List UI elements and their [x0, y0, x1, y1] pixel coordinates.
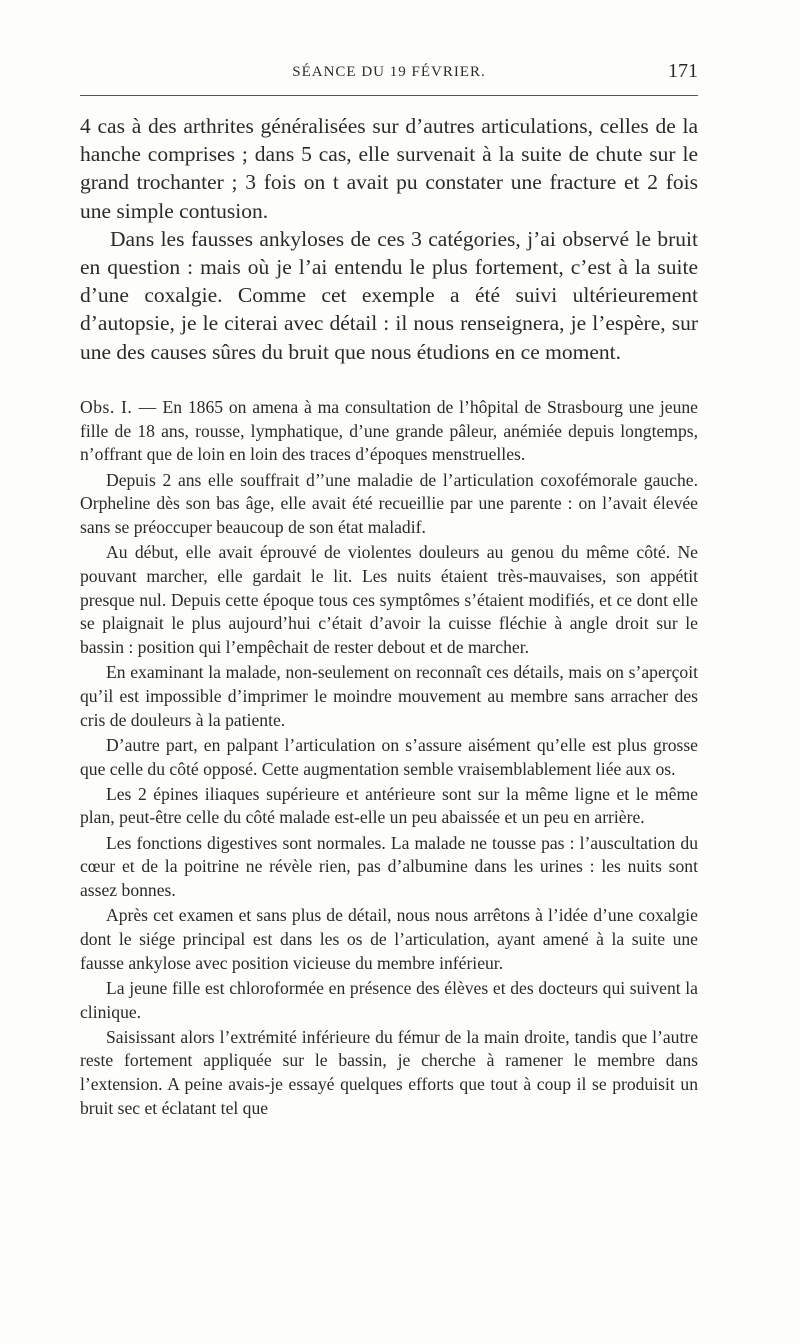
- page-header: [80, 58, 698, 86]
- observation-paragraph-10: Saisissant alors l’extrémité inférieure du fémur de la main droite, tandis que l’autre reste fortement appliquée sur le bassin, je cherche à ramener le membre dans l’extension. A peine avais-je essayé quelques efforts que tout à coup il se produisit un bruit sec et éclatant tel que: [80, 1026, 698, 1118]
- observation-paragraph-2: Depuis 2 ans elle souffrait d’’une maladie de l’articulation coxofémorale gauche. Orpheline dès son bas âge, elle avait été recueillie par une parente : on l’avait élevée sans se préoccuper beaucoup de son état maladif.: [80, 469, 698, 538]
- observation-paragraph-8: Après cet examen et sans plus de détail, nous nous arrêtons à l’idée d’une coxalgie dont le siége principal est dans les os de l’articulation, ayant amené à la suite une fausse ankylose avec position vicieuse du membre inférieur.: [80, 905, 698, 973]
- observation-paragraph-1: [80, 396, 698, 467]
- observation-label: Obs. I. —: [80, 397, 157, 417]
- observation-paragraph-7: Les fonctions digestives sont normales. La malade ne tousse pas : l’auscultation du cœur et de la poitrine ne révèle rien, pas d’albumine dans les urines : les nuits sont assez bonnes.: [80, 832, 698, 901]
- observation-paragraph-1-text: En 1865 on amena à ma consultation de l’hôpital de Strasbourg une jeune fille de 18 ans, rousse, lymphatique, d’une grande pâleur, anémiée depuis longtemps, n’offrant que de loin en loin des traces d’époques menstruelles.: [80, 397, 698, 465]
- observation-paragraph-6: Les 2 épines iliaques supérieure et antérieure sont sur la même ligne et le même plan, peut-être celle du côté malade est-elle un peu abaissée et un peu en arrière.: [80, 783, 698, 828]
- observation-paragraph-9: La jeune fille est chloroformée en présence des élèves et des docteurs qui suivent la clinique.: [80, 977, 698, 1022]
- running-title: SÉANCE DU 19 FÉVRIER.: [292, 64, 486, 80]
- main-text: [80, 112, 698, 366]
- page-number: 171: [668, 60, 698, 82]
- observation-paragraph-3: Au début, elle avait éprouvé de violentes douleurs au genou du même côté. Ne pouvant marcher, elle gardait le lit. Les nuits étaient très-mauvaises, son appétit presque nul. Depuis cette époque tous ces symptômes s’étaient modifiés, et ce dont elle se plaignait le plus aujourd’hui c’était d’avoir la cuisse fléchie à angle droit sur le bassin : position qui l’empêchait de rester debout et de marcher.: [80, 542, 698, 658]
- observation-paragraph-5: D’autre part, en palpant l’articulation on s’assure aisément qu’elle est plus grosse que celle du côté opposé. Cette augmentation semble vraisemblablement liée aux os.: [80, 734, 698, 779]
- observation-section: [80, 396, 698, 1122]
- header-rule: [80, 95, 698, 96]
- main-paragraph-2: Dans les fausses ankyloses de ces 3 catégories, j’ai observé le bruit en question : mais où je l’ai entendu le plus fortement, c’est à la suite d’une coxalgie. Comme cet exemple a été suivi ultérieurement d’autopsie, je le citerai avec détail : il nous renseignera, je l’espère, sur une des causes sûres du bruit que nous étudions en ce moment.: [80, 226, 698, 364]
- observation-paragraph-4: En examinant la malade, non-seulement on reconnaît ces détails, mais on s’aperçoit qu’il est impossible d’imprimer le moindre mouvement au membre sans arracher des cris de douleurs à la patiente.: [80, 662, 698, 730]
- main-paragraph-1: 4 cas à des arthrites généralisées sur d’autres articulations, celles de la hanche comprises ; dans 5 cas, elle survenait à la suite de chute sur le grand trochanter ; 3 fois on t avait pu constater une fracture et 2 fois une simple contusion.: [80, 114, 698, 223]
